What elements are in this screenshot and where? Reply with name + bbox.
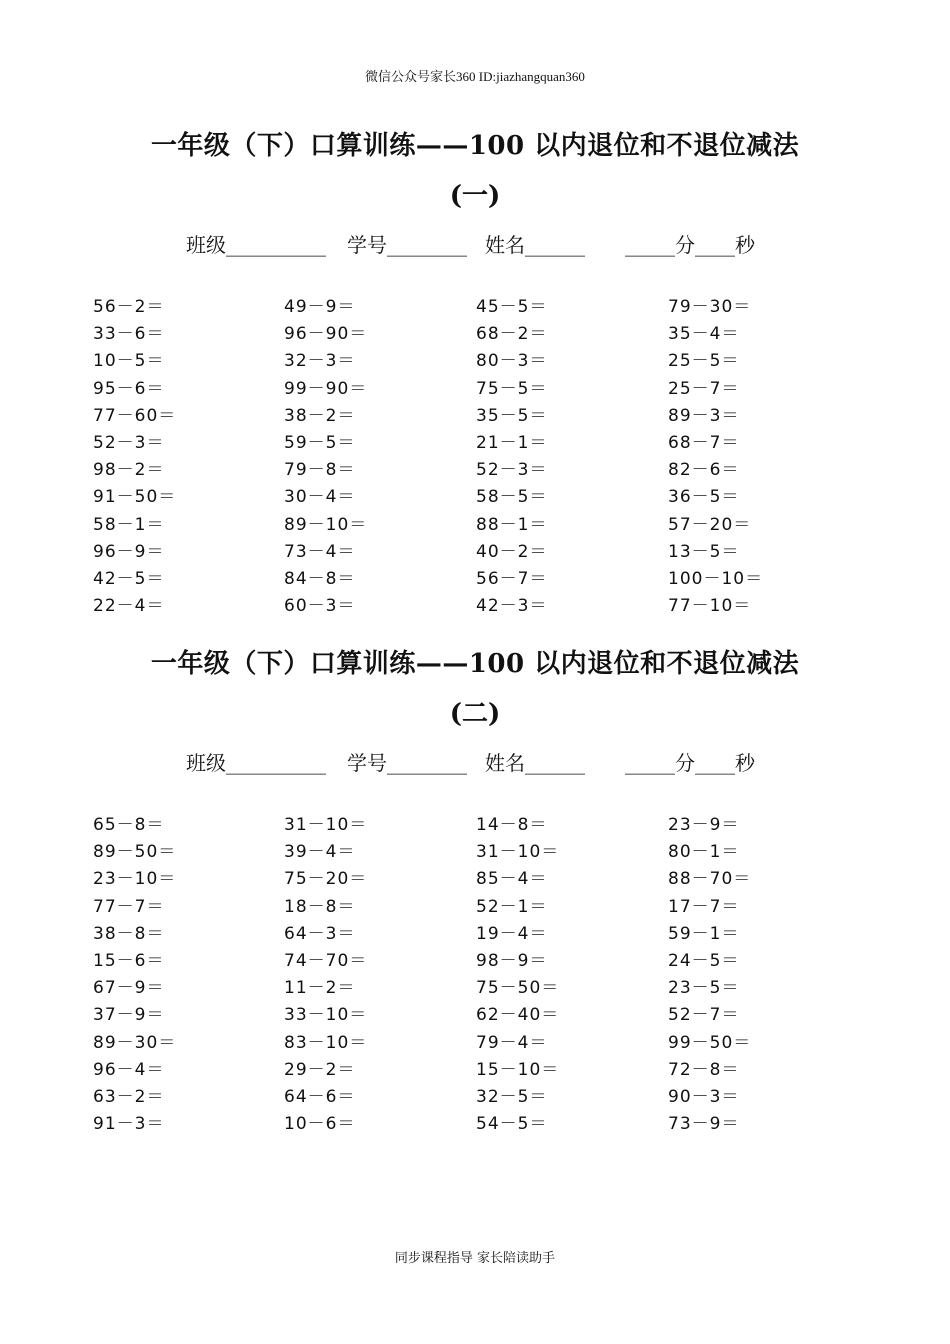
problem-cell: 80－1＝ — [668, 842, 740, 863]
problem-cell: 52－3＝ — [93, 432, 165, 453]
problem-cell: 72－8＝ — [668, 1059, 740, 1080]
problem-cell: 83－10＝ — [284, 1032, 368, 1053]
problem-cell: 79－4＝ — [476, 1032, 548, 1053]
worksheet-section-1 — [0, 128, 950, 617]
student-number-field: 学号________ — [347, 233, 467, 257]
problem-cell: 77－10＝ — [668, 596, 752, 617]
time-field: _____分____秒 — [625, 751, 755, 775]
problem-cell: 59－5＝ — [284, 432, 356, 453]
class-field: 班级__________ — [186, 233, 326, 257]
problem-cell: 64－3＝ — [284, 923, 356, 944]
problem-cell: 10－6＝ — [284, 1114, 356, 1135]
problem-cell: 96－9＝ — [93, 541, 165, 562]
problem-cell: 95－6＝ — [93, 378, 165, 399]
problem-grid — [93, 294, 873, 620]
problem-cell: 23－5＝ — [668, 978, 740, 999]
problem-cell: 98－2＝ — [93, 460, 165, 481]
problem-cell: 77－60＝ — [93, 405, 177, 426]
problem-cell: 80－3＝ — [476, 351, 548, 372]
problem-cell: 84－8＝ — [284, 568, 356, 589]
problem-cell: 22－4＝ — [93, 596, 165, 617]
problem-cell: 74－70＝ — [284, 950, 368, 971]
problem-cell: 99－50＝ — [668, 1032, 752, 1053]
name-field: 姓名______ — [485, 233, 585, 257]
problem-cell: 68－7＝ — [668, 432, 740, 453]
problem-cell: 89－3＝ — [668, 405, 740, 426]
problem-cell: 24－5＝ — [668, 950, 740, 971]
problem-cell: 31－10＝ — [476, 842, 560, 863]
section-subtitle: (一) — [449, 181, 501, 211]
problem-cell: 88－1＝ — [476, 514, 548, 535]
problem-cell: 32－3＝ — [284, 351, 356, 372]
problem-cell: 75－50＝ — [476, 978, 560, 999]
problem-cell: 13－5＝ — [668, 541, 740, 562]
problem-cell: 45－5＝ — [476, 297, 548, 317]
problem-cell: 98－9＝ — [476, 950, 548, 971]
problem-cell: 91－3＝ — [93, 1114, 165, 1135]
problem-cell: 35－4＝ — [668, 324, 740, 345]
problem-cell: 11－2＝ — [284, 978, 356, 999]
problem-cell: 58－5＝ — [476, 487, 548, 508]
problem-cell: 14－8＝ — [476, 815, 548, 835]
problem-cell: 75－20＝ — [284, 869, 368, 890]
problem-cell: 38－8＝ — [93, 923, 165, 944]
problem-cell: 89－30＝ — [93, 1032, 177, 1053]
problem-cell: 21－1＝ — [476, 432, 548, 453]
name-field: 姓名______ — [485, 751, 585, 775]
problem-cell: 77－7＝ — [93, 896, 165, 917]
problem-cell: 52－3＝ — [476, 460, 548, 481]
problem-cell: 30－4＝ — [284, 487, 356, 508]
problem-cell: 91－50＝ — [93, 487, 177, 508]
problem-cell: 68－2＝ — [476, 324, 548, 345]
problem-cell: 54－5＝ — [476, 1114, 548, 1135]
problem-cell: 18－8＝ — [284, 896, 356, 917]
section-subtitle: (二) — [449, 699, 501, 729]
problem-cell: 85－4＝ — [476, 869, 548, 890]
problem-grid — [93, 812, 873, 1138]
section-title: 一年级（下）口算训练——100 以内退位和不退位减法 — [150, 649, 800, 679]
problem-cell: 49－9＝ — [284, 297, 356, 317]
problem-cell: 29－2＝ — [284, 1059, 356, 1080]
problem-cell: 58－1＝ — [93, 514, 165, 535]
problem-cell: 64－6＝ — [284, 1086, 356, 1107]
problem-cell: 31－10＝ — [284, 815, 368, 835]
problem-cell: 90－3＝ — [668, 1086, 740, 1107]
problem-cell: 75－5＝ — [476, 378, 548, 399]
problem-cell: 96－4＝ — [93, 1059, 165, 1080]
student-info-line — [0, 748, 950, 778]
problem-cell: 60－3＝ — [284, 596, 356, 617]
problem-cell: 42－3＝ — [476, 596, 548, 617]
problem-cell: 65－8＝ — [93, 815, 165, 835]
problem-cell: 99－90＝ — [284, 378, 368, 399]
problem-cell: 82－6＝ — [668, 460, 740, 481]
footer-note: 同步课程指导 家长陪读助手 — [394, 1251, 556, 1266]
problem-cell: 96－90＝ — [284, 324, 368, 345]
problem-cell: 25－7＝ — [668, 378, 740, 399]
problem-cell: 52－7＝ — [668, 1005, 740, 1026]
problem-cell: 33－6＝ — [93, 324, 165, 345]
problem-cell: 89－50＝ — [93, 842, 177, 863]
student-info-line — [0, 230, 950, 260]
problem-cell: 56－2＝ — [93, 297, 165, 317]
problem-cell: 52－1＝ — [476, 896, 548, 917]
problem-cell: 39－4＝ — [284, 842, 356, 863]
problem-cell: 33－10＝ — [284, 1005, 368, 1026]
problem-cell: 15－6＝ — [93, 950, 165, 971]
problem-cell: 73－4＝ — [284, 541, 356, 562]
problem-cell: 38－2＝ — [284, 405, 356, 426]
class-field: 班级__________ — [186, 751, 326, 775]
time-field: _____分____秒 — [625, 233, 755, 257]
problem-cell: 23－9＝ — [668, 815, 740, 835]
problem-cell: 17－7＝ — [668, 896, 740, 917]
problem-cell: 79－8＝ — [284, 460, 356, 481]
problem-cell: 37－9＝ — [93, 1005, 165, 1026]
problem-cell: 89－10＝ — [284, 514, 368, 535]
problem-cell: 32－5＝ — [476, 1086, 548, 1107]
problem-cell: 40－2＝ — [476, 541, 548, 562]
problem-cell: 15－10＝ — [476, 1059, 560, 1080]
problem-cell: 100－10＝ — [668, 568, 764, 589]
section-title: 一年级（下）口算训练——100 以内退位和不退位减法 — [150, 131, 800, 161]
problem-cell: 36－5＝ — [668, 487, 740, 508]
problem-cell: 25－5＝ — [668, 351, 740, 372]
worksheet-section-2 — [0, 646, 950, 1135]
problem-cell: 67－9＝ — [93, 978, 165, 999]
header-note: 微信公众号家长360 ID:jiazhangquan360 — [365, 69, 585, 84]
student-number-field: 学号________ — [347, 751, 467, 775]
problem-cell: 10－5＝ — [93, 351, 165, 372]
problem-cell: 62－40＝ — [476, 1005, 560, 1026]
problem-cell: 42－5＝ — [93, 568, 165, 589]
problem-cell: 56－7＝ — [476, 568, 548, 589]
problem-cell: 59－1＝ — [668, 923, 740, 944]
problem-cell: 88－70＝ — [668, 869, 752, 890]
problem-cell: 79－30＝ — [668, 297, 752, 317]
problem-cell: 57－20＝ — [668, 514, 752, 535]
problem-cell: 35－5＝ — [476, 405, 548, 426]
problem-cell: 23－10＝ — [93, 869, 177, 890]
problem-cell: 19－4＝ — [476, 923, 548, 944]
problem-cell: 63－2＝ — [93, 1086, 165, 1107]
problem-cell: 73－9＝ — [668, 1114, 740, 1135]
